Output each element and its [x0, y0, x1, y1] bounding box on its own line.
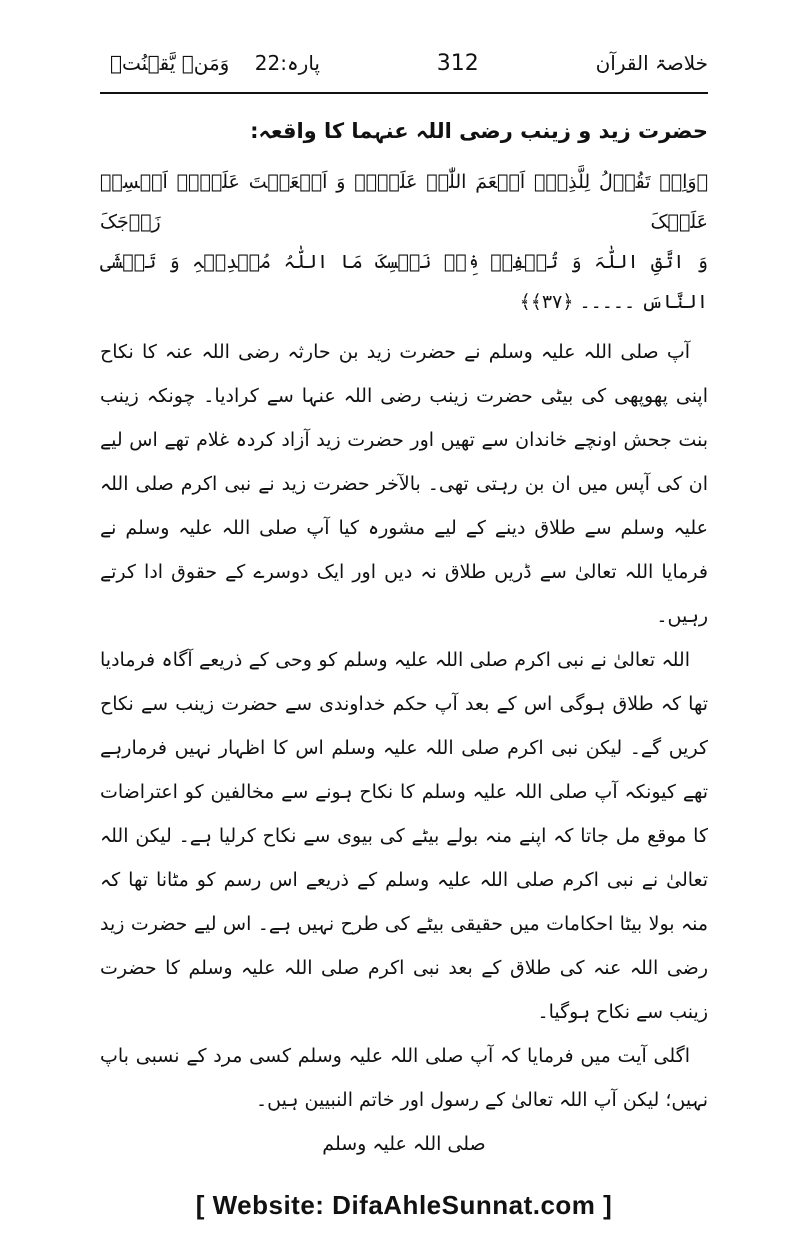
paragraph-2: اللہ تعالیٰ نے نبی اکرم صلی اللہ علیہ وسلم کو وحی کے ذریعے آگاہ فرمادیا تھا کہ طلاق ہوگی اس کے بعد آپ حکم خداوندی سے حضرت زینب سے نکاح کریں گے۔ لیکن نبی اکرم صلی اللہ علیہ وسلم اس کا اظہار نہیں فرمارہے تھے کیونکہ آپ صلی اللہ علیہ وسلم کا نکاح ہونے سے مخالفین کو اعتراضات کا موقع مل جاتا کہ اپنے منہ بولے بیٹے کی بیوی سے نکاح کرلیا ہے۔ لیکن اللہ تعالیٰ نے نبی اکرم صلی اللہ علیہ وسلم کے ذریعے اس رسم کو مٹانا تھا کہ منہ بولا بیٹا احکامات میں حقیقی بیٹے کی طرح نہیں ہے۔ اس لیے حضرت زید رضی اللہ عنہ کی طلاق کے بعد نبی اکرم صلی اللہ علیہ وسلم کا حضرت زینب سے نکاح ہوگیا۔ [100, 649, 708, 1023]
quran-ayah-line-2: وَ اتَّقِ اللّٰہَ وَ تُخۡفِیۡ فِیۡ نَفۡسِکَ مَا اللّٰہُ مُبۡدِیۡہِ وَ تَخۡشَی النَّاسَ ۔۔۔۔۔ ﴿۳۷﴾﴾ [100, 251, 708, 313]
para-info [110, 51, 320, 75]
para-label: پارہ:22 [254, 51, 320, 75]
header-divider [100, 92, 708, 94]
page-header [110, 38, 708, 88]
paragraph-3: اگلی آیت میں فرمایا کہ آپ صلی اللہ علیہ وسلم کسی مرد کے نسبی باپ نہیں؛ لیکن آپ اللہ تعالیٰ کے رسول اور خاتم النبیین ہیں۔ [100, 1045, 708, 1111]
website-footer: [ Website: DifaAhleSunnat.com ] [195, 1190, 613, 1220]
page-number: 312 [436, 50, 479, 76]
page-body [100, 110, 708, 1166]
section-heading: حضرت زید و زینب رضی اللہ عنہما کا واقعہ: [250, 119, 708, 143]
paragraph-1: آپ صلی اللہ علیہ وسلم نے حضرت زید بن حارثہ رضی اللہ عنہ کا نکاح اپنی پھوپھی کی بیٹی حضرت زینب رضی اللہ عنہا سے کرادیا۔ چونکہ زینب بنت جحش اونچے خاندان سے تھیں اور حضرت زید آزاد کردہ غلام تھے اس لیے ان کی آپس میں ان بن رہتی تھی۔ بالآخر حضرت زید نے نبی اکرم صلی اللہ علیہ وسلم سے طلاق دینے کے لیے مشورہ کیا آپ صلی اللہ علیہ وسلم نے فرمایا اللہ تعالیٰ سے ڈریں طلاق نہ دیں اور ایک دوسرے کے حقوق ادا کرتے رہیں۔ [100, 341, 708, 627]
para-name: وَمَنۡ یَّقۡنُتۡ [110, 51, 230, 75]
book-title: خلاصۃ القرآن [595, 51, 708, 75]
quran-ayah-line-1: ﴿وَاِذۡ تَقُوۡلُ لِلَّذِیۡۤ اَنۡعَمَ اللّٰہُ عَلَیۡہِ وَ اَنۡعَمۡتَ عَلَیۡہِ اَمۡسِکۡ عَلَیۡکَ زَوۡجَکَ [100, 171, 708, 233]
salutation: صلی اللہ علیہ وسلم [322, 1133, 486, 1155]
